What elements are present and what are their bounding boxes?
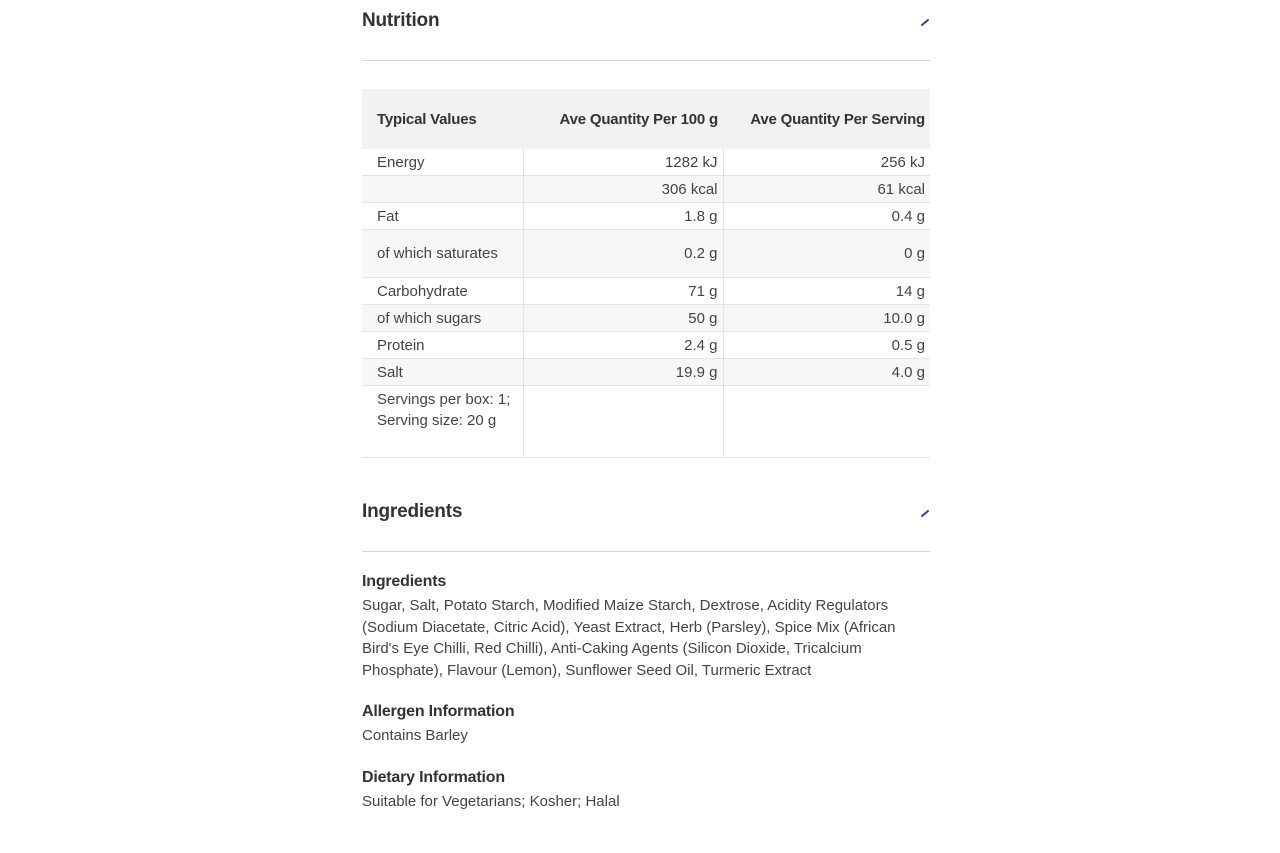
table-row (362, 176, 930, 203)
nutrition-section (362, 0, 930, 458)
per-serving-value (723, 386, 930, 458)
per-serving-value: 0.5 g (723, 332, 930, 359)
per-100g-value: 50 g (523, 305, 723, 332)
nutrient-name: of which saturates (362, 230, 523, 278)
nutrient-name: Protein (362, 332, 523, 359)
per-serving-value: 14 g (723, 278, 930, 305)
table-row (362, 305, 930, 332)
table-row (362, 359, 930, 386)
table-row (362, 230, 930, 278)
table-row (362, 149, 930, 176)
table-row (362, 203, 930, 230)
nutrition-accordion-header[interactable] (362, 0, 930, 61)
ingredients-text: Sugar, Salt, Potato Starch, Modified Maize Starch, Dextrose, Acidity Regulators (Sodium Diacetate, Citric Acid), Yeast Extract, Herb (Parsley), Spice Mix (African Bird's Eye Chilli, Red Chilli), Anti-Caking Agents (Silicon Dioxide, Tricalcium Phosphate), Flavour (Lemon), Sunflower Seed Oil, Turmeric Extract (362, 597, 896, 679)
dietary-label: Dietary Information (362, 768, 505, 786)
table-row (362, 278, 930, 305)
per-serving-value: 10.0 g (723, 305, 930, 332)
ingredients-accordion-header[interactable] (362, 491, 930, 552)
nutrient-name: Carbohydrate (362, 278, 523, 305)
per-serving-value: 4.0 g (723, 359, 930, 386)
allergen-text: Contains Barley (362, 727, 468, 744)
per-100g-value (523, 386, 723, 458)
per-100g-value: 306 kcal (523, 176, 723, 203)
per-100g-value: 19.9 g (523, 359, 723, 386)
chevron-up-icon[interactable] (920, 505, 930, 515)
nutrition-table-header-row (362, 89, 930, 149)
chevron-up-icon[interactable] (920, 14, 930, 24)
nutrient-name: Energy (362, 149, 523, 176)
per-100g-value: 1.8 g (523, 203, 723, 230)
column-header: Typical Values (362, 89, 523, 149)
per-100g-value: 1282 kJ (523, 149, 723, 176)
per-100g-value: 71 g (523, 278, 723, 305)
per-serving-value: 256 kJ (723, 149, 930, 176)
nutrition-title: Nutrition (362, 10, 440, 31)
per-serving-value: 61 kcal (723, 176, 930, 203)
ingredients-label: Ingredients (362, 573, 447, 590)
nutrient-name (362, 176, 523, 203)
dietary-text: Suitable for Vegetarians; Kosher; Halal (362, 792, 620, 810)
ingredients-title: Ingredients (362, 501, 463, 522)
details-column (362, 0, 930, 812)
nutrient-name: Salt (362, 359, 523, 386)
column-header: Ave Quantity Per 100 g (523, 89, 723, 149)
table-row (362, 386, 930, 458)
per-100g-value: 2.4 g (523, 332, 723, 359)
per-serving-value: 0 g (723, 230, 930, 278)
ingredients-block (362, 573, 930, 681)
column-header: Ave Quantity Per Serving (723, 89, 930, 149)
nutrient-name: of which sugars (362, 305, 523, 332)
dietary-block (362, 769, 930, 813)
table-row (362, 332, 930, 359)
allergen-block (362, 703, 930, 747)
per-100g-value: 0.2 g (523, 230, 723, 278)
serving-note: Servings per box: 1; Serving size: 20 g (362, 386, 523, 458)
ingredients-section (362, 491, 930, 812)
allergen-label: Allergen Information (362, 703, 515, 720)
nutrient-name: Fat (362, 203, 523, 230)
per-serving-value: 0.4 g (723, 203, 930, 230)
nutrition-table (362, 89, 930, 458)
